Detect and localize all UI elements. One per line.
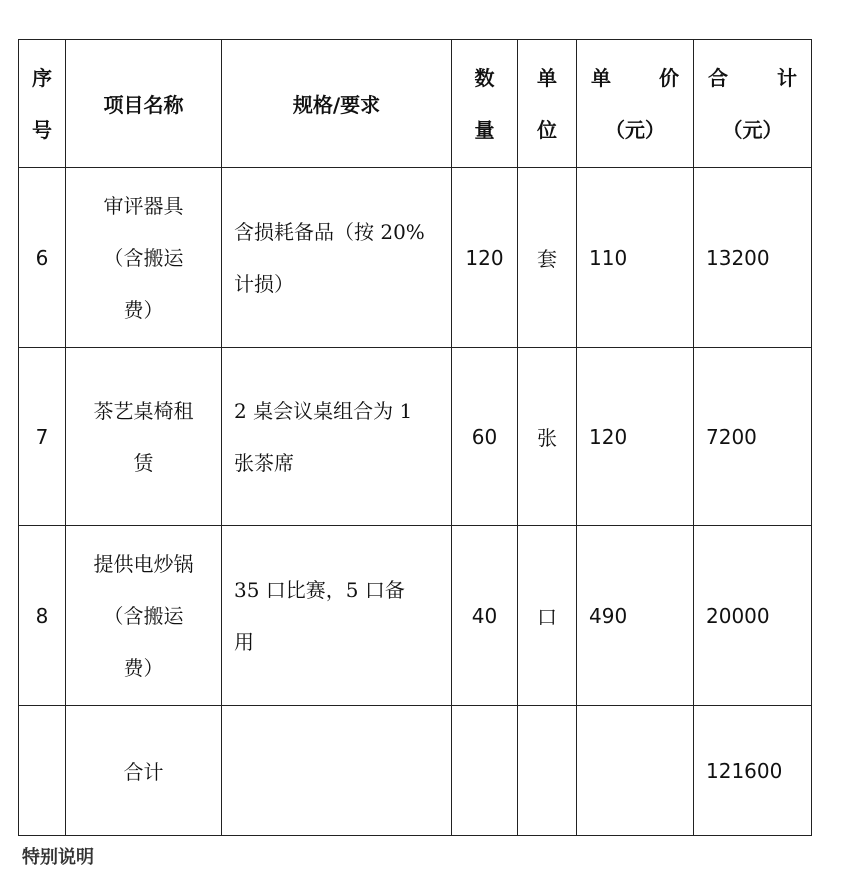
row-qty: 60 — [452, 348, 518, 526]
row-price: 490 — [577, 526, 694, 706]
row-unit: 套 — [518, 168, 577, 348]
summary-unit — [518, 706, 577, 836]
row-total: 13200 — [694, 168, 812, 348]
row-price: 120 — [577, 348, 694, 526]
row-seq: 6 — [19, 168, 66, 348]
summary-label: 合计 — [66, 706, 222, 836]
table-row — [19, 168, 812, 348]
row-qty: 40 — [452, 526, 518, 706]
header-row — [19, 40, 812, 168]
row-unit: 张 — [518, 348, 577, 526]
row-name: 茶艺桌椅租 赁 — [66, 348, 222, 526]
row-qty: 120 — [452, 168, 518, 348]
footnote-text: 特别说明 — [22, 847, 94, 868]
row-spec: 含损耗备品（按 20% 计损） — [222, 168, 452, 348]
header-seq: 序 号 — [19, 40, 66, 168]
row-spec: 35 口比赛，5 口备 用 — [222, 526, 452, 706]
row-total: 7200 — [694, 348, 812, 526]
quote-table — [18, 39, 812, 836]
table-row — [19, 526, 812, 706]
table-row — [19, 348, 812, 526]
row-unit: 口 — [518, 526, 577, 706]
summary-qty — [452, 706, 518, 836]
header-spec: 规格/要求 — [222, 40, 452, 168]
summary-row — [19, 706, 812, 836]
header-unit: 单 位 — [518, 40, 577, 168]
header-name: 项目名称 — [66, 40, 222, 168]
row-name: 审评器具 （含搬运 费） — [66, 168, 222, 348]
row-seq: 7 — [19, 348, 66, 526]
summary-total: 121600 — [694, 706, 812, 836]
header-total: 合 计 （元） — [694, 40, 812, 168]
summary-price — [577, 706, 694, 836]
summary-spec — [222, 706, 452, 836]
row-spec: 2 桌会议桌组合为 1 张茶席 — [222, 348, 452, 526]
header-qty: 数 量 — [452, 40, 518, 168]
row-price: 110 — [577, 168, 694, 348]
row-seq: 8 — [19, 526, 66, 706]
summary-seq — [19, 706, 66, 836]
header-price: 单 价 （元） — [577, 40, 694, 168]
row-total: 20000 — [694, 526, 812, 706]
row-name: 提供电炒锅 （含搬运 费） — [66, 526, 222, 706]
